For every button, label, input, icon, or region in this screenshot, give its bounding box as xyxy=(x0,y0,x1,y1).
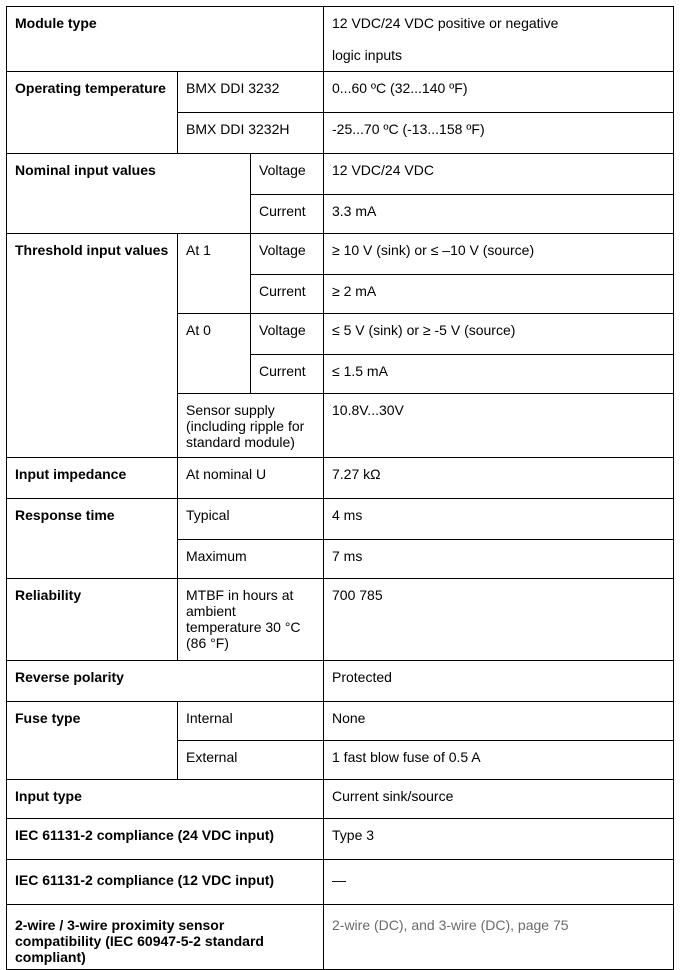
nominal-voltage-label: Voltage xyxy=(251,154,324,195)
reliability-condition-line4: (86 °F) xyxy=(186,635,229,651)
row-operating-temp-1 xyxy=(7,72,674,113)
input-impedance-value: 7.27 kΩ xyxy=(324,458,674,499)
row-reliability xyxy=(7,579,674,661)
row-fuse-internal xyxy=(7,702,674,741)
nominal-current-value: 3.3 mA xyxy=(324,195,674,234)
operating-temp-val2: -25...70 ºC (-13...158 ºF) xyxy=(324,113,674,154)
sensor-supply-line1: Sensor supply xyxy=(186,402,275,418)
proximity-label xyxy=(7,905,324,970)
response-maximum-value: 7 ms xyxy=(324,540,674,579)
operating-temp-ref2: BMX DDI 3232H xyxy=(178,113,324,154)
reliability-condition-line3: temperature 30 °C xyxy=(186,619,301,635)
proximity-value-link[interactable]: 2-wire (DC), and 3-wire (DC), page 75 xyxy=(332,917,569,933)
nominal-current-label: Current xyxy=(251,195,324,234)
specifications-table xyxy=(6,6,674,970)
module-type-label: Module type xyxy=(7,7,324,72)
iec-24-value: Type 3 xyxy=(324,819,674,860)
threshold-at0-current-label: Current xyxy=(251,355,324,394)
fuse-external-value: 1 fast blow fuse of 0.5 A xyxy=(324,741,674,780)
response-time-label: Response time xyxy=(7,499,178,579)
proximity-label-line3: compliant) xyxy=(15,949,86,965)
threshold-at1-current-value: ≥ 2 mA xyxy=(324,275,674,314)
threshold-at1-voltage-label: Voltage xyxy=(251,234,324,275)
operating-temp-ref1: BMX DDI 3232 xyxy=(178,72,324,113)
proximity-value[interactable] xyxy=(324,905,674,970)
response-maximum-label: Maximum xyxy=(178,540,324,579)
row-iec-12 xyxy=(7,860,674,905)
threshold-label: Threshold input values xyxy=(7,234,178,458)
threshold-at0-voltage-label: Voltage xyxy=(251,314,324,355)
row-nominal-voltage xyxy=(7,154,674,195)
sensor-supply-line2: (including ripple for xyxy=(186,418,305,434)
response-typical-value: 4 ms xyxy=(324,499,674,540)
threshold-at1-voltage-value: ≥ 10 V (sink) or ≤ –10 V (source) xyxy=(324,234,674,275)
reliability-condition xyxy=(178,579,324,661)
row-response-typical xyxy=(7,499,674,540)
module-type-value-line2: logic inputs xyxy=(332,47,403,63)
iec-12-value: — xyxy=(324,860,674,905)
reverse-polarity-value: Protected xyxy=(324,661,674,702)
row-proximity xyxy=(7,905,674,970)
iec-12-label: IEC 61131-2 compliance (12 VDC input) xyxy=(7,860,324,905)
row-input-impedance xyxy=(7,458,674,499)
input-type-value: Current sink/source xyxy=(324,780,674,819)
row-threshold-at1-voltage xyxy=(7,234,674,275)
row-module-type xyxy=(7,7,674,72)
fuse-external-label: External xyxy=(178,741,324,780)
row-input-type xyxy=(7,780,674,819)
reliability-condition-line2: ambient xyxy=(186,603,236,619)
input-impedance-label: Input impedance xyxy=(7,458,178,499)
proximity-label-line2: compatibility (IEC 60947-5-2 standard xyxy=(15,933,264,949)
fuse-internal-label: Internal xyxy=(178,702,324,741)
row-reverse-polarity xyxy=(7,661,674,702)
reliability-value: 700 785 xyxy=(324,579,674,661)
reliability-condition-line1: MTBF in hours at xyxy=(186,587,294,603)
sensor-supply-label xyxy=(178,394,324,458)
response-typical-label: Typical xyxy=(178,499,324,540)
nominal-input-label: Nominal input values xyxy=(7,154,251,234)
module-type-value xyxy=(324,7,674,72)
input-impedance-condition: At nominal U xyxy=(178,458,324,499)
threshold-at1: At 1 xyxy=(178,234,251,314)
reverse-polarity-label: Reverse polarity xyxy=(7,661,324,702)
proximity-label-line1: 2-wire / 3-wire proximity sensor xyxy=(15,917,225,933)
threshold-at1-current-label: Current xyxy=(251,275,324,314)
fuse-internal-value: None xyxy=(324,702,674,741)
module-type-value-line1: 12 VDC/24 VDC positive or negative xyxy=(332,15,559,31)
operating-temp-val1: 0...60 ºC (32...140 ºF) xyxy=(324,72,674,113)
iec-24-label: IEC 61131-2 compliance (24 VDC input) xyxy=(7,819,324,860)
threshold-at0-voltage-value: ≤ 5 V (sink) or ≥ -5 V (source) xyxy=(324,314,674,355)
fuse-type-label: Fuse type xyxy=(7,702,178,780)
row-iec-24 xyxy=(7,819,674,860)
threshold-at0: At 0 xyxy=(178,314,251,394)
sensor-supply-value: 10.8V...30V xyxy=(324,394,674,458)
reliability-label: Reliability xyxy=(7,579,178,661)
nominal-voltage-value: 12 VDC/24 VDC xyxy=(324,154,674,195)
threshold-at0-current-value: ≤ 1.5 mA xyxy=(324,355,674,394)
operating-temp-label: Operating temperature xyxy=(7,72,178,154)
sensor-supply-line3: standard module) xyxy=(186,434,295,450)
input-type-label: Input type xyxy=(7,780,324,819)
